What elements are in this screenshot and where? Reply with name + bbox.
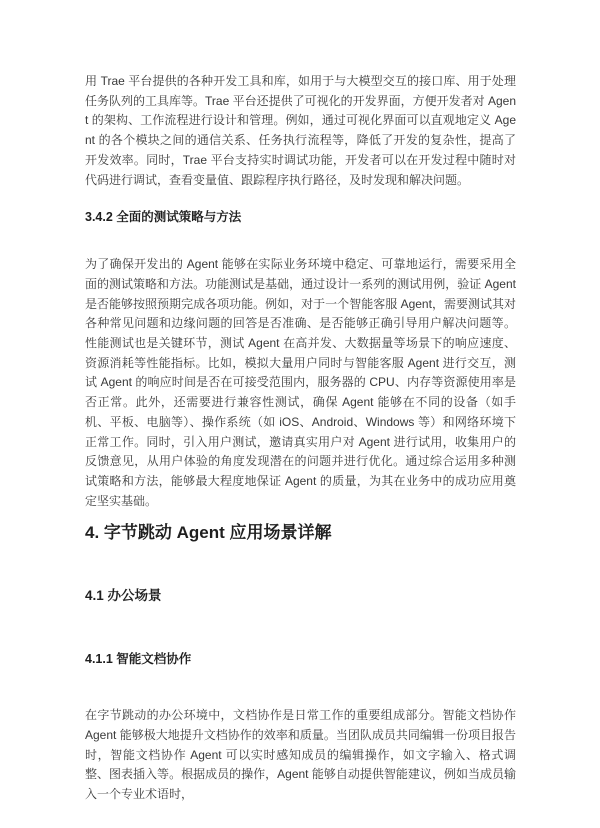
paragraph-testing-strategy-detail: 为了确保开发出的 Agent 能够在实际业务环境中稳定、可靠地运行，需要采用全面的测试策略和方法。功能测试是基础，通过设计一系列的测试用例，验证 Agent 是否能够按照预期完成各项功能。例如，对于一个智能客服 Agent，需要测试其对各种常见问题和边缘问题的回答是否准确、是否能够正确引导用户解决问题等。性能测试也是关键环节，测试 Agent 在高并发、大数据量等场景下的响应速度、资源消耗等性能指标。比如，模拟大量用户同时与智能客服 Agent 进行交互，测试 Agent 的响应时间是否在可接受范围内，服务器的 CPU、内存等资源使用率是否正常。此外，还需要进行兼容性测试，确保 Agent 能够在不同的设备（如手机、平板、电脑等）、操作系统（如 iOS、Android、Windows 等）和网络环境下正常工作。同时，引入用户测试，邀请真实用户对 Agent 进行试用，收集用户的反馈意见，从用户体验的角度发现潜在的问题并进行优化。通过综合运用多种测试策略和方法，能够最大程度地保证 Agent 的质量，为其在业务中的成功应用奠定坚实基础。: [85, 257, 516, 508]
heading-3-4-2-testing-strategy: 3.4.2 全面的测试策略与方法: [85, 210, 242, 225]
heading-4-1-1-smart-doc-collaboration: 4.1.1 智能文档协作: [85, 652, 192, 667]
heading-4-1-office-scenario: 4.1 办公场景: [85, 588, 162, 604]
paragraph-trae-dev-tools: 用 Trae 平台提供的各种开发工具和库，如用于与大模型交互的接口库、用于处理任务队列的工具库等。Trae 平台还提供了可视化的开发界面，方便开发者对 Agent 的架构、工作流程进行设计和管理。例如，通过可视化界面可以直观地定义 Agent 的各个模块之间的通信关系、任务执行流程等，降低了开发的复杂性，提高了开发效率。同时，Trae 平台支持实时调试功能，开发者可以在开发过程中随时对代码进行调试，查看变量值、跟踪程序执行路径，及时发现和解决问题。: [85, 74, 516, 187]
paragraph-doc-collaboration: 在字节跳动的办公环境中，文档协作是日常工作的重要组成部分。智能文档协作 Agent 能够极大地提升文档协作的效率和质量。当团队成员共同编辑一份项目报告时，智能文档协作 Agent 可以实时感知成员的编辑操作，如文字输入、格式调整、图表插入等。根据成员的操作，Agent 能够自动提供智能建议，例如当成员输入一个专业术语时，: [85, 708, 516, 802]
heading-4-bytedance-agent-scenarios: 4. 字节跳动 Agent 应用场景详解: [85, 523, 332, 543]
